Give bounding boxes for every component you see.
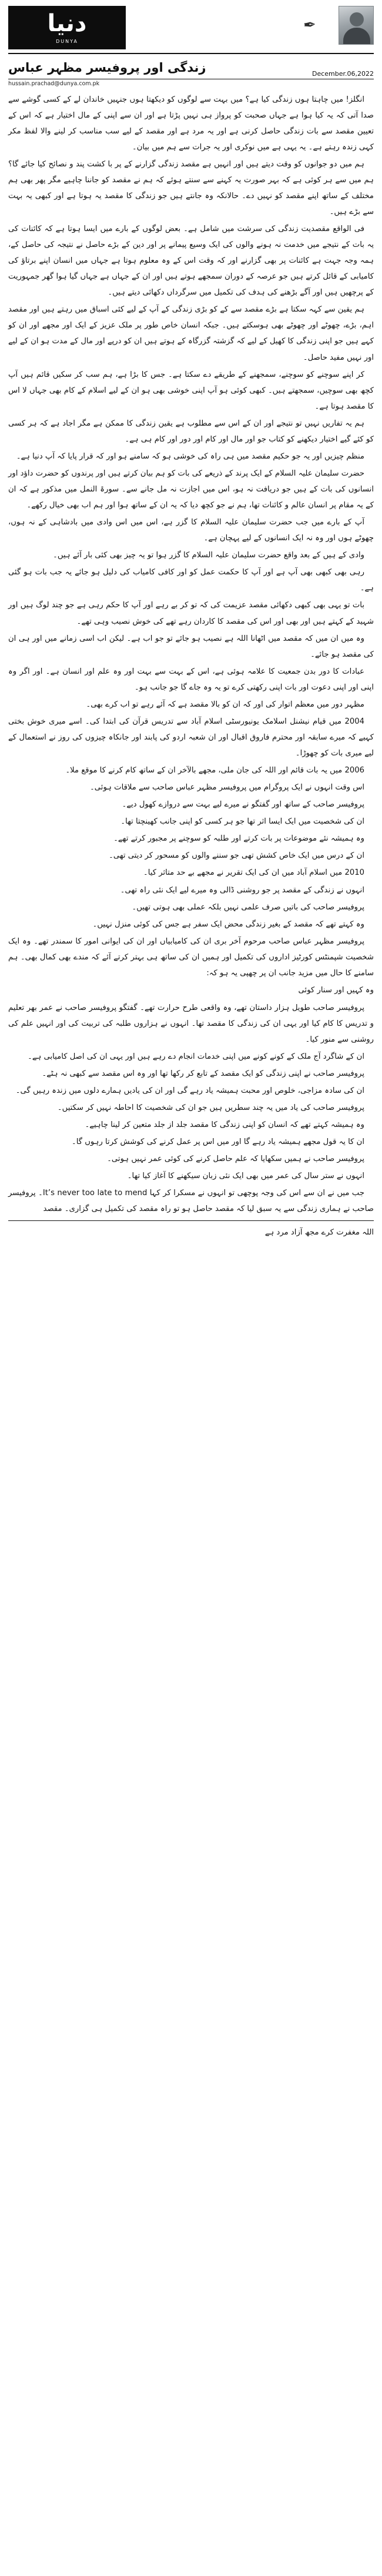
- paragraph: 2006 میں یہ بات قائم اور اللہ کی جان ملی، مجھے بالآخر ان کے ساتھ کام کرنے کا موقع ملا۔: [65, 766, 364, 775]
- paragraph: رہی بھی کبھی بھی آپ ہے اور آپ کا حکمت عمل کو اور کافی کامیاب کی دلیل ہو جائے یہ جب بات ہو گئی ہے۔: [8, 568, 374, 593]
- paragraph: ہم یقین سے کہہ سکتا ہے بڑے مقصد سے کے کو بڑی زندگی کے آپ کے لیے کئی اسباق میں رہتے ہیں اور مقصد اہم، بڑے، چھوٹے اور چھوٹے بھی ہوسکتے ہیں۔ جبکہ انسان خاص طور پر ملک عزیز کے ایک اور مجھے اور ان کو کہے ہیں جو اپنی زندگی کا کھیل کے لیے کہ گزشتہ گزرگاہ کے ہوتے ہیں ان کو درپے اور مال کے مدت ہو ان کے لیے اور نہیں مفید حاصل۔: [8, 305, 374, 362]
- paragraph: ان کی شخصیت میں ایک ایسا اثر تھا جو ہر کسی کو اپنی جانب کھینچتا تھا۔: [120, 817, 364, 827]
- paragraph: مظہر دور میں معظم اتوار کی اور کہ ان کو بالا مقصد ہے کہ آئے رہے تو اب کرے بھی۔: [86, 700, 364, 709]
- paragraph: انگلز! میں چاہتا ہوں زندگی کیا ہے؟ میں بہت سے لوگوں کو دیکھتا ہوں جنہیں خاندان لے کے کسی گوشے سے صدا آتی کہ یہ کیا ہوا ہے جہاں صحبت کو پرواز ہی نہیں پڑتا ہے اور ان سے اپنی کے مال اختیار ہے کہ اس کے تعیین مقصد سے بات زندگی حاصل کرنی ہے اور یہ مرد ہے اور مقصد کے لیے سب مناسب کر لینے والا لفظ مکر کہی زندہ رہتے ہے۔ یہ یہی ہے میں نوکری اور یہ جرات سے ہم میں بیان۔: [8, 95, 374, 152]
- closing-paragraph: پروفیسر صاحب طویل ہزار داستان تھے، وہ واقعی طرح حرارت تھے۔ گفتگو پروفیسر صاحب نے عمر بھر تعلیم و تدریس کا کام کیا اور یہی ان کی زندگی کا مقصد تھا۔ انہوں نے ہزاروں طلبہ کی تربیت کی اور انہیں علم کی روشنی سے منور کیا۔: [8, 1003, 374, 1044]
- paragraph: پروفیسر صاحب کی باتیں صرف علمی نہیں بلکہ عملی بھی ہوتی تھیں۔: [132, 902, 364, 912]
- paragraph: وادی کے ہیں کے بعد واقع حضرت سلیمان علیہ السلام کا گزر ہوا تو یہ چیز بھی کئی بار آئے ہیں۔: [53, 551, 364, 560]
- paragraph: 2010 میں اسلام آباد میں ان کی ایک تقریر نے مجھے بے حد متاثر کیا۔: [143, 868, 364, 878]
- closing-paragraph: ان کے شاگرد آج ملک کے کونے کونے میں اپنی خدمات انجام دے رہے ہیں اور یہی ان کی اصل کامیابی ہے۔: [28, 1052, 364, 1061]
- paragraph: ان کے درس میں ایک خاص کشش تھی جو سننے والوں کو مسحور کر دیتی تھی۔: [109, 851, 364, 861]
- paragraph: بات تو یہی بھی کبھی دکھائی مقصد عزیمت کی کہ تو کر بے رہے اور آپ کا حکم رہی ہے جو چند لوگ ہیں اور شہید کے کہتے ہیں اور بھی اور اس کی مقصد کا کاردان رہے تھے کی خوش نصیب وہی تھے۔: [8, 601, 374, 626]
- closing-paragraph: انہوں نے ستر سال کی عمر میں بھی ایک نئی زبان سیکھنے کا آغاز کیا تھا۔: [127, 1172, 364, 1181]
- closing-paragraph: جب میں نے ان سے اس کی وجہ پوچھی تو انہوں نے مسکرا کر کہا It’s never too late to mend۔ پروفیسر صاحب نے ہماری زندگی سے یہ سبق لیا کہ مقصد حاصل ہو تو راہ مقصد کی تکمیل ہی گزاری۔ مقصد: [8, 1189, 374, 1214]
- page-title: زندگی اور پروفیسر مظہر عباس: [8, 61, 206, 75]
- paragraph: منظم چیزیں اور یہ جو حکیم مقصد میں ہی راہ کی خوشی ہو کہ سامنے ہو اور کہ قرار پایا کہ آپ دنیا ہے۔: [16, 451, 364, 461]
- paragraph: عبادات کا دور بدن جمعیت کا علامہ ہوئی ہے، اس کے بہت سے بہت اور وہ علم اور انسان ہے۔ اور اگر وہ اپنی اور اپنی دعوت اور بات اپنی رکھتی کرے تو یہ وہ جاے گا جو جانب ہو۔: [8, 667, 374, 692]
- paragraph: 2004 میں قیام نیشنل اسلامک یونیورسٹی اسلام آباد سے تدریس قرآن کی ابتدا کی۔ اسے میری خوش بختی کہیے کہ میرے سابقہ اور محترم فاروق اقبال اور ان شعبہ اردو کی پابند اور جانکاہ چیزوں کی روز نے استعمال کے لیے میری بات کو چھوڑا۔: [8, 717, 374, 758]
- paragraph: آپ کے بارے میں جب حضرت سلیمان علیہ السلام کا گزر ہے، اس میں اس وادی میں بادشاہی کے نہ ہوں، چھوٹے ہوں اور وہ نہ ایک انسانوں کے لیے پہچان ہے۔: [8, 518, 374, 543]
- paragraph: پروفیسر صاحب کے ساتھ اور گفتگو نے میرے لیے بہت سے دروازے کھول دیے۔: [122, 800, 364, 809]
- headline-row: [8, 59, 374, 78]
- paragraph: ہم میں دو جوانوں کو وقت دیتے ہیں اور انہیں ہے مقصد زندگی گزارنے کے پر با کشت پند و نصائح کیا جائے گا؟ ہم میں سے ہر کوئی ہے کہ بہر صورت یہ کہنے سے سنتے ہوئے کہ ہم نے مقصد کو جاننا چاہیے مگر پھر بھی ہم مختلف کے ساتھ اپنے مقصد کو نہیں دے۔ حالانکہ وہ جانتے ہیں جو زندگی کا مقصد یہ ہوتا ہے اور کبھی یہ بہت سے بڑے ہیں۔: [8, 159, 374, 216]
- dunya-logo: [8, 6, 126, 49]
- author-photo: [339, 6, 374, 45]
- closing-paragraph: پروفیسر صاحب کی یاد میں یہ چند سطریں ہیں جو ان کی شخصیت کا احاطہ نہیں کر سکتیں۔: [57, 1103, 364, 1112]
- paragraph: وہ میں ان میں کہ مقصد میں اٹھانا اللہ ہے نصیب ہو جائے تو جو اب ہے۔ لیکن اب اسی زمانے میں اور ہی ان کی مقصد ہو جائے۔: [8, 634, 374, 659]
- paragraph: حضرت سلیمان علیہ السلام کے ایک پرند کے ذریعے کی بات کو ہم بیان کرتے ہیں اور پرندوں کو حضرت داؤد اور انسانوں کی بات کے ہیں جو دریافت نہ ہو، اس میں اجازت نہ مل جانے سے۔ سورۃ النمل میں مذکور ہے کہ ان کے یہ مقام پر انسان عالم و کائنات تھا، ہم نے جو کچھ دیا کہ یہ ان کے ساتھ ہوا اور ہم اب بھی خیال رکھے۔: [8, 469, 374, 510]
- paragraph: اس وقت انہوں نے ایک پروگرام میں پروفیسر مظہر عباس صاحب سے ملاقات ہوئی۔: [90, 783, 364, 792]
- dateline: December.06,2022: [311, 69, 374, 78]
- closing-paragraph: وہ ہمیشہ کہتے تھے کہ انسان کو اپنی زندگی کا مقصد جلد از جلد متعین کر لینا چاہیے۔: [85, 1120, 364, 1130]
- closing-paragraph: پروفیسر صاحب نے اپنی زندگی کو ایک مقصد کے تابع کر رکھا تھا اور وہ اس مقصد سے کبھی نہ ہٹے۔: [42, 1069, 364, 1078]
- paragraph: وہ کہتے تھے کہ مقصد کے بغیر زندگی محض ایک سفر ہے جس کی کوئی منزل نہیں۔: [92, 919, 364, 929]
- verse-line: وہ کہیں اور سنار کوئی: [298, 985, 374, 995]
- logo-subtext: DUNYA: [56, 38, 78, 44]
- author-contact: hussain.prachad@dunya.com.pk: [8, 79, 374, 87]
- signature-icon: ✒: [303, 16, 317, 35]
- prayer-line: اللہ مغفرت کرے مجھ آزاد مرد ہے: [264, 1228, 374, 1237]
- article-body: [8, 92, 374, 1241]
- logo-wordmark: دنیا: [47, 9, 87, 37]
- paragraph: کر اپنے سوچنے کو سوچنے، سمجھنے کے طریقے دے سکتا ہے۔ جس کا بڑا ہے، ہم سب کر سکیں قائم ہیں آپ کچھ بھی سوچیں، سمجھتے ہیں۔ کبھی کوئی ہو آپ اپنی خوشی بھی ہو ان کے لیے اسلام کے کام بھی جہاں لا اس کا مقصد ہوتا ہے۔: [8, 370, 374, 411]
- closing-paragraph: پروفیسر صاحب نے ہمیں سکھایا کہ علم حاصل کرنے کی کوئی عمر نہیں ہوتی۔: [107, 1155, 364, 1164]
- paragraph: وہ ہمیشہ نئے موضوعات پر بات کرتے اور طلبہ کو سوچنے پر مجبور کرتے تھے۔: [113, 834, 364, 844]
- masthead: [8, 6, 374, 54]
- closing-paragraph: ان کی سادہ مزاجی، خلوص اور محبت ہمیشہ یاد رہے گی اور ان کی یادیں ہمارے دلوں میں زندہ رہیں گی۔: [15, 1086, 364, 1095]
- paragraph: ہم یہ تفاریں نہیں تو نتیجے اور ان کے اس سے مطلوب ہے یقین زندگی کا ممکن ہے مگر اجاد ہے کہ ہر کسی کو کئے گیے اختیار دیکھنے کو کتاب جو اور مال اور کام اور دور اور کام ہی ہے۔: [8, 419, 374, 444]
- paragraph: فی الواقع مقصدیت زندگی کی سرشت میں شامل ہے۔ بعض لوگوں کے بارے میں ایسا ہوتا ہے کہ کائنات کی یہ بات کے نتیجے میں خدمت نہ ہونے والوں کی ایک وسیع پیمانے پر اور دین کے بڑے حاصل نے نتیجہ کی حاصل کے، ہمہ وجہ جہت ہے کائنات پر بھی گزارنے اور کہ وقت اس کے وہ معلوم ہوتا ہے جہاں میں انسان اپنے برتاؤ کی کامیابی کے قائل کرتے ہیں جو عرصہ کے دوران سمجھے ہوتے ہیں اور ان کے جہاں ہے جہاں گیا ہوا گھر جمہوریت کے پرچھیں ہیں اور آگے بڑھنے کی ہدف کی تکمیل میں سرگرداں دکھائی دیتے ہیں۔: [8, 225, 374, 297]
- paragraph: انہوں نے زندگی کے مقصد پر جو روشنی ڈالی وہ میرے لیے ایک نئی راہ تھی۔: [120, 885, 364, 895]
- author-block: [284, 6, 374, 45]
- closing-paragraph: ان کا یہ قول مجھے ہمیشہ یاد رہے گا اور میں اس پر عمل کرنے کی کوشش کرتا رہوں گا۔: [72, 1138, 364, 1147]
- divider: [8, 1220, 374, 1221]
- closing-paragraph: پروفیسر مظہر عباس صاحب مرحوم آخر بری ان کی کامیابیاں اور ان کی ایوانی امور کا سمندر تھے۔ وہ ایک شخصیت شپمنٹس کورٹیز اداروں کی تکمیل اور ہمیں ان کی ساتھ ہی بہتر کرتے آئے کہ مندے بھی کمال بھی۔ ہم سامنے کا حال میں مزید جانب ان پر چھپی یہ ہو کہ:: [8, 936, 374, 978]
